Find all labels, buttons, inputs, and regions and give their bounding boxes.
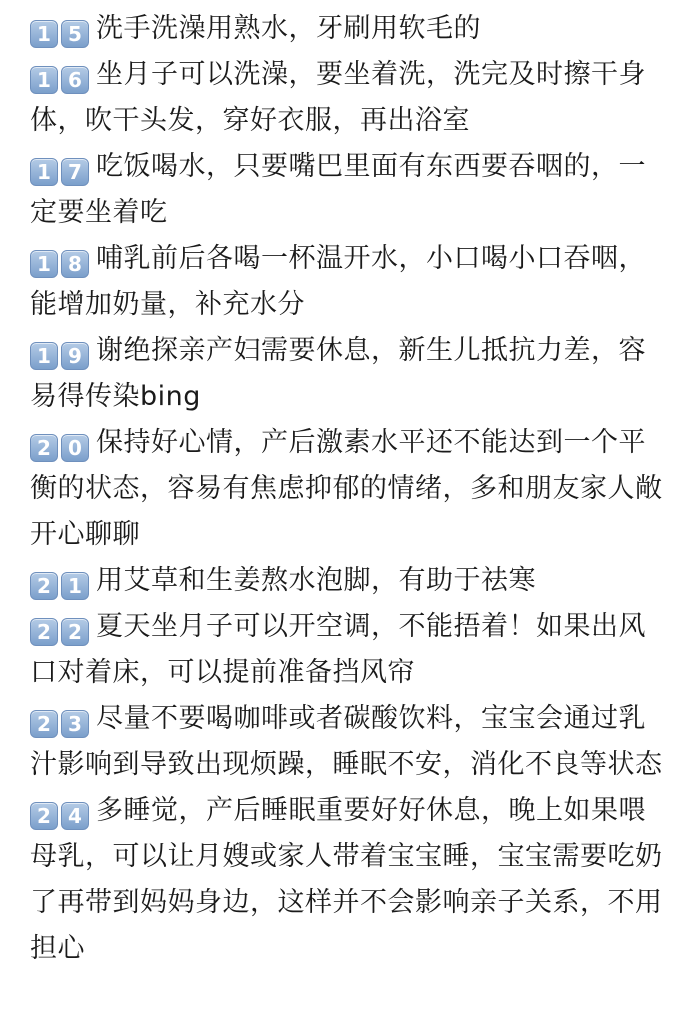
keycap-digit-icon: 4 bbox=[61, 802, 89, 830]
keycap-number-icon bbox=[30, 434, 92, 462]
keycap-digit-icon: 5 bbox=[61, 20, 89, 48]
keycap-number-icon bbox=[30, 20, 92, 48]
keycap-digit-icon: 2 bbox=[30, 434, 58, 462]
tip-text: 多睡觉，产后睡眠重要好好休息，晚上如果喂母乳，可以让月嫂或家人带着宝宝睡，宝宝需要吃奶了再带到妈妈身边，这样并不会影响亲子关系，不用担心 bbox=[30, 795, 663, 964]
tip-text: 保持好心情，产后激素水平还不能达到一个平衡的状态，容易有焦虑抑郁的情绪，多和朋友家人敞开心聊聊 bbox=[30, 427, 663, 550]
keycap-number-icon bbox=[30, 572, 92, 600]
tip-item bbox=[30, 788, 672, 972]
tip-item bbox=[30, 144, 672, 236]
keycap-number-icon bbox=[30, 710, 92, 738]
tip-text: 谢绝探亲产妇需要休息，新生儿抵抗力差，容易得传染bing bbox=[30, 335, 646, 412]
tip-item bbox=[30, 328, 672, 420]
tip-text: 尽量不要喝咖啡或者碳酸饮料，宝宝会通过乳汁影响到导致出现烦躁，睡眠不安，消化不良等状态 bbox=[30, 703, 663, 780]
keycap-digit-icon: 1 bbox=[61, 572, 89, 600]
tip-text: 哺乳前后各喝一杯温开水，小口喝小口吞咽，能增加奶量，补充水分 bbox=[30, 243, 646, 320]
keycap-digit-icon: 1 bbox=[30, 250, 58, 278]
keycap-digit-icon: 0 bbox=[61, 434, 89, 462]
keycap-digit-icon: 9 bbox=[61, 342, 89, 370]
keycap-number-icon bbox=[30, 802, 92, 830]
keycap-digit-icon: 2 bbox=[61, 618, 89, 646]
tip-item bbox=[30, 420, 672, 558]
tip-text: 洗手洗澡用熟水，牙刷用软毛的 bbox=[96, 13, 481, 44]
keycap-digit-icon: 3 bbox=[61, 710, 89, 738]
tip-item bbox=[30, 6, 672, 52]
tip-item bbox=[30, 236, 672, 328]
tip-item bbox=[30, 52, 672, 144]
tip-item bbox=[30, 696, 672, 788]
keycap-number-icon bbox=[30, 158, 92, 186]
tip-text: 坐月子可以洗澡，要坐着洗，洗完及时擦干身体，吹干头发，穿好衣服，再出浴室 bbox=[30, 59, 646, 136]
keycap-digit-icon: 1 bbox=[30, 342, 58, 370]
tips-list bbox=[30, 6, 672, 972]
keycap-digit-icon: 8 bbox=[61, 250, 89, 278]
tip-item bbox=[30, 558, 672, 604]
keycap-digit-icon: 2 bbox=[30, 802, 58, 830]
keycap-number-icon bbox=[30, 618, 92, 646]
keycap-number-icon bbox=[30, 66, 92, 94]
tip-item bbox=[30, 604, 672, 696]
keycap-digit-icon: 2 bbox=[30, 710, 58, 738]
tip-text: 吃饭喝水，只要嘴巴里面有东西要吞咽的，一定要坐着吃 bbox=[30, 151, 646, 228]
tip-text: 夏天坐月子可以开空调，不能捂着！如果出风口对着床，可以提前准备挡风帘 bbox=[30, 611, 646, 688]
keycap-digit-icon: 2 bbox=[30, 618, 58, 646]
keycap-digit-icon: 1 bbox=[30, 158, 58, 186]
keycap-digit-icon: 2 bbox=[30, 572, 58, 600]
keycap-digit-icon: 7 bbox=[61, 158, 89, 186]
keycap-digit-icon: 6 bbox=[61, 66, 89, 94]
keycap-digit-icon: 1 bbox=[30, 66, 58, 94]
tip-text: 用艾草和生姜熬水泡脚，有助于祛寒 bbox=[96, 565, 536, 596]
keycap-digit-icon: 1 bbox=[30, 20, 58, 48]
keycap-number-icon bbox=[30, 342, 92, 370]
keycap-number-icon bbox=[30, 250, 92, 278]
